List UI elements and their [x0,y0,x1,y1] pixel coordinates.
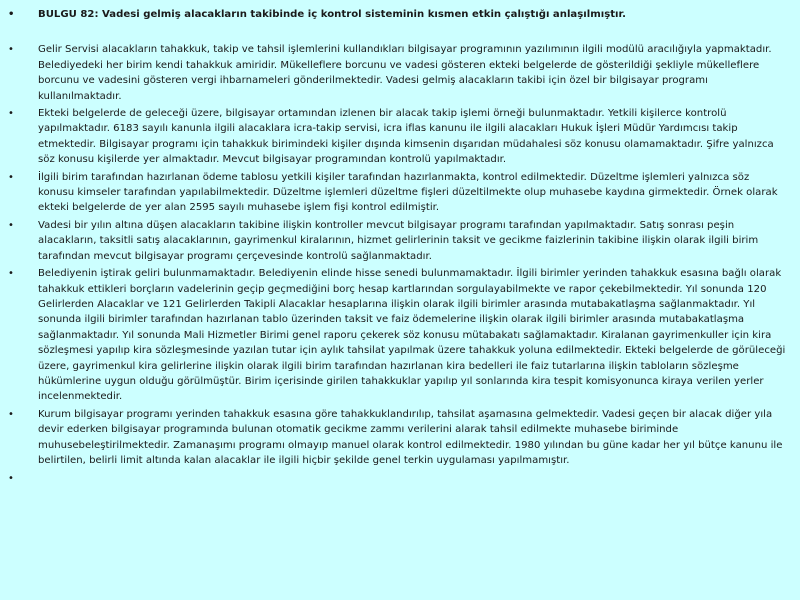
paragraph-text: İlgili birim tarafından hazırlanan ödeme tablosu yetkili kişiler tarafından hazırlanmakta, kontrol edilmektedir. Düzeltme işlemleri yalnızca söz konusu kimseler tarafından yapılabilmektedir. Düzeltme işlemleri düzeltme fişleri düzeltilmekte olup muhasebe kaydına girmektedir. Örnek olarak ekteki belgelerde de yer alan 2595 sayılı muhasebe işlem fişi kontrol edilmiştir. [38,171,778,214]
empty-bullet [8,471,786,486]
finding-heading [8,7,786,22]
finding-heading-text: BULGU 82: Vadesi gelmiş alacakların takibinde iç kontrol sisteminin kısmen etkin çalıştığı anlaşılmıştır. [38,9,626,20]
paragraph-vadesi-bir-yil [8,218,786,264]
paragraph-text: Kurum bilgisayar programı yerinden tahakkuk esasına göre tahakkuklandırılıp, tahsilat aşamasına gelmektedir. Vadesi geçen bir alacak diğer yıla devir ederken bilgisayar programında bulunan otomatik gecikme zammı verilerini alarak tahsil edilmekte muhasebe biriminde muhusebeleştirilmektedir. Zamanaşımı programı olmayıp manuel olarak kontrol edilmektedir. 1980 yılından bu güne kadar her yıl bütçe kanunu ile belirtilen, belirli limit altında kalan alacaklar ile ilgili hiçbir şekilde genel terkin uygulaması yapılmamıştır. [38,408,783,466]
bullet-icon: • [8,473,14,485]
bullet-icon: • [8,408,14,420]
bullet-icon: • [8,171,14,183]
bullet-icon: • [8,268,14,280]
paragraph-text: Belediyenin iştirak geliri bulunmamaktadır. Belediyenin elinde hisse senedi bulunmamaktadır. İlgili birimler yerinden tahakkuk esasına bağlı olarak tahakkuk ettikleri borçların vadelerinin geçip geçmediğini borç hesap kartlarından sorgulayabilmekte ve rapor çekebilmektedir. Yıl sonunda 120 Gelirlerden Alacaklar ve 121 Gelirlerden Takipli Alacaklar hesaplarına ilişkin olarak ilgili birimler arasında mutabakatlaşma sağlanmaktadır. Yıl sonunda ilgili birimler tarafından hazırlanan tablo üzerinden taksit ve faiz ödemelerine ilişkin olarak ilgili birimler arasında mutabakatlaşma sağlanmaktadır. Yıl sonunda Mali Hizmetler Birimi genel raporu çekerek söz konusu mütabakatı sağlamaktadır. Kiralanan gayrimenkuller için kira sözleşmesi yapılıp kira sözleşmesinde yazılan tutar için aylık tahsilat yapılmak üzere tahakkuk yoluna edilmektedir. Ekteki belgelerde de görüleceği üzere, gayrimenkul kira gelirlerine ilişkin olarak ilgili birim tarafından hazırlanan kira bedelleri ile faiz tutarlarına ilişkin tabloların sözleşme hükümlerine uygun olduğu görülmüştür. Birim içerisinde girilen tahakkuklar yapılıp yıl sonlarında kira tespit komisyonunca kiraya verilen yerler incelenmektedir. [38,268,786,403]
paragraph-gelir-servisi [8,42,786,104]
paragraph-kurum-bilgisayar [8,407,786,469]
paragraph-alacak-takip [8,106,786,168]
finding-bullet-list [8,7,786,486]
paragraph-text: Ekteki belgelerde de geleceği üzere, bilgisayar ortamından izlenen bir alacak takip işlemi örneği bulunmaktadır. Yetkili kişilerce kontrolü yapılmaktadır. 6183 sayılı kanunla ilgili alacaklara icra-takip servisi, icra iflas kanunu ile ilgili alacakları Hukuk İşleri Müdür Yardımcısı takip etmektedir. Bilgisayar programı için tahakkuk birimindeki kişiler dışında kimsenin dışarıdan müdahalesi söz konusu olamamaktadır. Şifre yalnızca söz konusu kişilerde yer almaktadır. Mevcut bilgisayar programından kontrolü yapılmaktadır. [38,108,774,166]
bullet-icon: • [8,9,15,20]
paragraph-text: Gelir Servisi alacakların tahakkuk, takip ve tahsil işlemlerini kullandıkları bilgisayar programının yazılımının ilgili modülü aracılığıyla yapmaktadır. Belediyedeki her birim kendi tahakkuk amiridir. Mükelleflere borcunu ve vadesi gösteren ekteki belgelerde de gösterildiği şekliyle mükelleflere borcunu ve vadesini gösteren vergi ihbarnameleri gönderilmektedir. Vadesi gelmiş alacakların takibi için özel bir bilgisayar programı kullanılmaktadır. [38,44,772,102]
bullet-icon: • [8,44,14,56]
bullet-icon: • [8,108,14,120]
bullet-icon: • [8,219,14,231]
paragraph-istirak-geliri [8,266,786,405]
paragraph-text: Vadesi bir yılın altına düşen alacakların takibine ilişkin kontroller mevcut bilgisayar programı tarafından yapılmaktadır. Satış sonrası peşin alacakların, taksitli satış alacaklarının, gayrimenkul kiralarının, hizmet gelirlerinin taksit ve gecikme faizlerinin takibine ilişkin olarak ilgili birim tarafından mevcut bilgisayar programı çerçevesinde kontrolü sağlanmaktadır. [38,219,759,262]
paragraph-odeme-tablosu [8,170,786,216]
